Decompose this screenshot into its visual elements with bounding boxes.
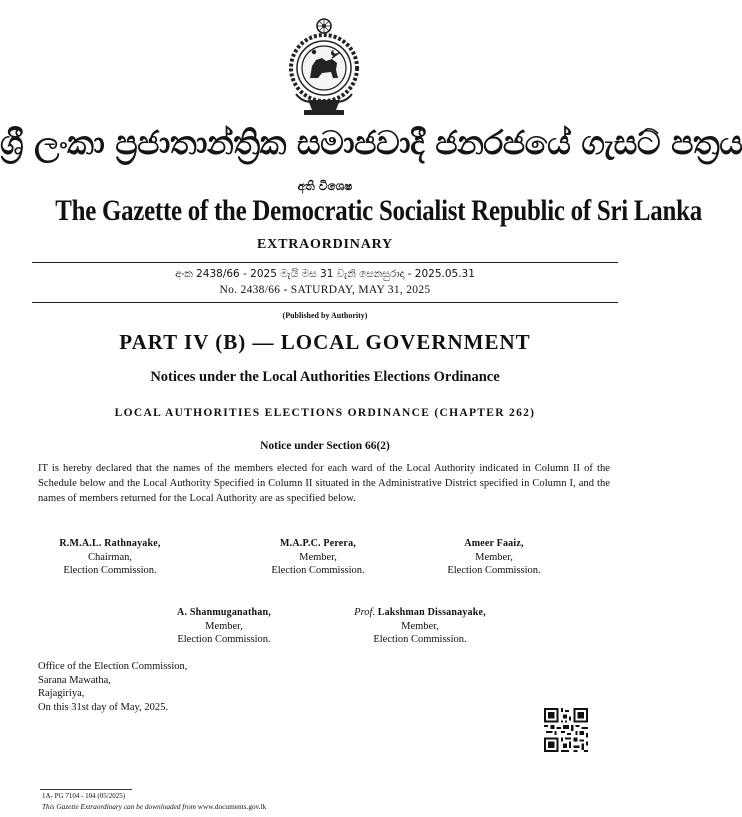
office-line: Sarana Mawatha,: [38, 674, 111, 686]
ordinance-heading: LOCAL AUTHORITIES ELECTIONS ORDINANCE (CHAPTER 262): [114, 407, 536, 419]
signatory-role: Member,: [205, 620, 243, 632]
notices-heading: Notices under the Local Authorities Elections Ordinance: [150, 369, 500, 385]
signatory-block: [320, 606, 520, 647]
signatory-role: Member,: [401, 620, 439, 632]
national-emblem-icon: [282, 16, 366, 120]
print-code: 1A- PG 7104 - 104 (05/2025): [42, 792, 126, 800]
notice-body: IT is hereby declared that the names of the members elected for each ward of the Local Authority indicated in Column II of the Schedule below and the Local Authority Specified in Column II situated in the Administrative District specified in Column I, and the names of members returned for the Local Authority are as specified below.: [38, 463, 610, 504]
extraordinary-label-sinhala: අති විශෙෂ: [297, 179, 353, 193]
extraordinary-label: EXTRAORDINARY: [257, 237, 393, 252]
signatory-role: Member,: [299, 551, 337, 563]
signatory-role: Member,: [475, 551, 513, 563]
signatory-body: Election Commission.: [177, 634, 271, 645]
signatory-name: Ameer Faaiz,: [464, 538, 524, 549]
signatory-body: Election Commission.: [271, 565, 365, 576]
signatory-name: A. Shanmuganathan,: [177, 607, 271, 618]
download-url-link[interactable]: www.documents.gov.lk: [197, 802, 267, 811]
header-divider-top: [32, 262, 618, 263]
download-note-text: This Gazette Extraordinary can be downloaded from: [42, 802, 196, 811]
signatory-body: Election Commission.: [63, 565, 157, 576]
gazette-title-sinhala: ශ්‍රී ලංකා ප්‍රජාතාන්ත්‍රික සමාජවාදී ජනරජයේ ගැසට් පත්‍රය: [0, 123, 742, 162]
gazette-title-english: The Gazette of the Democratic Socialist Republic of Sri Lanka: [55, 194, 702, 227]
signatory-name: R.M.A.L. Rathnayake,: [59, 538, 161, 549]
footer-divider: [40, 789, 132, 790]
signatory-prefix: Prof.: [354, 607, 376, 618]
qr-code-icon: [544, 708, 588, 752]
signatory-body: Election Commission.: [447, 565, 541, 576]
office-address: [38, 660, 187, 714]
signatory-block: [218, 537, 418, 578]
published-by-authority: (Published by Authority): [282, 311, 368, 320]
signatory-name: M.A.P.C. Perera,: [280, 538, 356, 549]
download-note: [42, 802, 266, 811]
signatory-body: Election Commission.: [373, 634, 467, 645]
signatory-name: Lakshman Dissanayake,: [377, 607, 486, 618]
issue-line-sinhala: අංක 2438/66 - 2025 මැයි මස 31 වැනි සෙනසුරාදා - 2025.05.31: [175, 268, 475, 280]
header-divider-bottom: [32, 302, 618, 303]
issue-line-english: No. 2438/66 - SATURDAY, MAY 31, 2025: [219, 284, 431, 296]
signatory-block: [394, 537, 594, 578]
signatory-block: [10, 537, 210, 578]
part-title: PART IV (B) — LOCAL GOVERNMENT: [119, 330, 531, 354]
office-line: Rajagiriya,: [38, 688, 85, 699]
signatory-role: Chairman,: [87, 551, 133, 563]
section-heading: Notice under Section 66(2): [260, 440, 390, 452]
office-line: Office of the Election Commission,: [38, 661, 188, 672]
office-date: On this 31st day of May, 2025.: [38, 701, 168, 713]
signatory-block: [124, 606, 324, 647]
